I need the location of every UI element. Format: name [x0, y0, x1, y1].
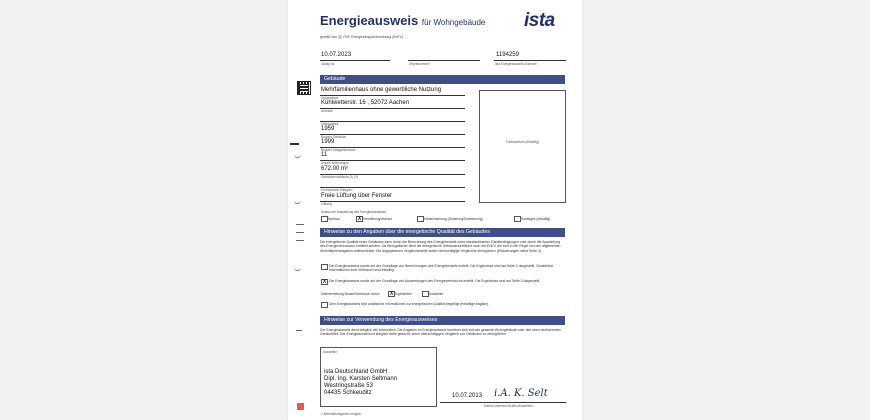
- issuer-box: [320, 347, 437, 407]
- margin-mark: [294, 152, 301, 158]
- valid-until-line: [320, 60, 390, 61]
- year-built-value: 1959: [321, 126, 335, 132]
- margin-mark: [294, 198, 301, 204]
- section-angaben-title: Hinweise zu den Angaben über die energetische Qualität des Gebäudes: [320, 228, 565, 237]
- usable-area-caption: Gebäudenutzfläche (A_N): [321, 175, 358, 179]
- section-verwendung-text: Der Energieausweis dient lediglich der Information. Die Angaben im Energieausweis beziehen sich auf das gesamte Wohngebäude oder den oben bezeichneten Gebäudeteil. Der Energieausweis ist lediglich dafür gedacht, einen überschlägigen Vergleich von Gebäuden zu ermöglichen.: [320, 328, 561, 337]
- year-built-caption: Baujahr Gebäude: [321, 135, 346, 139]
- data-checkbox-eigentuemer[interactable]: X: [389, 291, 394, 297]
- building-photo-box: [479, 90, 566, 203]
- signature-line: [440, 402, 566, 403]
- field-line: [320, 121, 465, 122]
- reason-label-neubau: Neubau: [328, 216, 340, 221]
- basis-text-verbrauch: Der Energieausweis wurde auf der Grundlage von Auswertungen des Energieverbrauchs erstellt. Die Ergebnisse sind auf Seite 3 dargestellt.: [329, 279, 541, 283]
- address-caption: Adresse: [321, 109, 333, 113]
- extra-info-checkbox[interactable]: [321, 302, 328, 308]
- year-plant-value: 1999: [321, 139, 335, 145]
- reason-label-vermietung: Vermietung/Verkauf: [363, 216, 392, 221]
- data-collection-label: Datenerhebung Bedarf/Verbrauch durch: [321, 292, 380, 296]
- section-verwendung-title: Hinweise zur Verwendung des Energieausweises: [320, 316, 565, 325]
- data-label-eigentuemer: Eigentümer: [395, 292, 412, 296]
- ventilation-value: Freie Lüftung über Fenster: [321, 193, 393, 199]
- apartments-value: 11: [321, 152, 328, 158]
- building-type-value: Mehrfamilienhaus ohne gewerbliche Nutzung: [321, 87, 442, 93]
- signature-date: 10.07.2013: [452, 393, 483, 399]
- margin-mark: [296, 330, 302, 331]
- certificate-number-line: [494, 60, 566, 61]
- basis-checkbox-bedarf[interactable]: [321, 264, 328, 270]
- reason-label: Anlass der Ausstellung des Energieausweises: [321, 210, 387, 214]
- reason-checkbox-modernisierung[interactable]: [417, 216, 424, 222]
- document-title: Energieausweis für Wohngebäude: [320, 13, 486, 28]
- object-number-caption: Objektnummer: [409, 62, 430, 66]
- building-part-caption: Gebäudeteil: [321, 122, 339, 126]
- certificate-number-value: 1194259: [496, 52, 519, 58]
- reason-checkbox-sonstiges[interactable]: [514, 216, 521, 222]
- issuer-line-1: ista Deutschland GmbH: [324, 369, 388, 375]
- section-gebaeude-title: Gebäude: [320, 75, 565, 84]
- data-label-aussteller: Aussteller: [429, 292, 444, 296]
- issuer-caption: Aussteller: [323, 350, 337, 354]
- valid-until-value: 10.07.2023: [321, 52, 352, 58]
- valid-until-caption: Gültig bis: [321, 62, 335, 66]
- footnote: ¹⁾ Mehrfachangaben möglich: [321, 412, 362, 416]
- ista-logo: ista: [524, 10, 555, 31]
- building-photo-caption: Gebäudefoto (freiwillig): [506, 140, 539, 144]
- issuer-line-4: 04435 Schkeuditz: [324, 390, 372, 396]
- handwritten-signature: i.A. K. Selt: [494, 388, 548, 399]
- certificate-number-caption: ista Energieausweis-Nummer: [495, 62, 537, 66]
- usable-area-value: 672.00 m²: [321, 166, 349, 172]
- apartments-caption: Anzahl Wohnungen: [321, 161, 349, 165]
- field-line: [320, 201, 465, 202]
- margin-mark: [294, 265, 301, 271]
- reason-label-modernisierung: Modernisierung (Änderung/Erweiterung): [424, 216, 483, 221]
- ventilation-caption: Lüftung: [321, 202, 332, 206]
- energy-certificate-page: [288, 0, 582, 420]
- extra-info-text: Dem Energieausweis sind zusätzliche Informationen zur energetischen Qualität beigefügt (freiwillige Angabe).: [329, 302, 489, 306]
- margin-mark: [296, 224, 304, 225]
- data-checkbox-aussteller[interactable]: [422, 291, 429, 297]
- field-line: [320, 95, 465, 96]
- margin-mark: [290, 143, 299, 145]
- reason-options: [321, 216, 571, 222]
- page-marker: [297, 403, 304, 410]
- year-plant-caption: Baujahr Anlagentechnik¹⁾: [321, 148, 357, 152]
- object-number-line: [408, 60, 480, 61]
- document-subtitle: gemäß den §§ 79 ff. Energieeinsparverordnung (EnEV): [320, 35, 404, 39]
- reason-label-sonstiges: Sonstiges (freiwillig): [521, 216, 551, 221]
- reason-checkbox-vermietung[interactable]: X: [357, 216, 362, 222]
- basis-checkbox-verbrauch[interactable]: X: [322, 279, 327, 285]
- renewable-caption: Erneuerbare Energien: [321, 188, 353, 192]
- issuer-line-2: Dipl. Ing. Karsten Seltmann: [324, 376, 398, 382]
- section-angaben-intro: Die energetische Qualität eines Gebäudes kann durch die Berechnung des Energiebedarfs unter standardisierten Randbedingungen oder durch die Auswertung des Energieverbrauchs ermittelt werden. Als Bezugsfläche dient die energetische Gebäudenutzfläche nach der EnEV, die sich in der Regel von den allgemeinen Wohnflächenangaben unterscheidet. Die angegebenen Vergleichswerte sollen überschlägige Vergleiche ermöglichen (Erläuterungen siehe Seite 4).: [320, 240, 561, 253]
- basis-text-bedarf: Der Energieausweis wurde auf der Grundlage von Berechnungen des Energiebedarfs erstellt. Die Ergebnisse sind auf Seite 2 dargestellt. Zusätzliche Informationen zum Verbrauch sind freiwillig.: [329, 264, 554, 273]
- field-line: [320, 108, 465, 109]
- issuer-line-3: Westringstraße 53: [324, 383, 373, 389]
- address-value: Kühlwetterstr. 16 , 52072 Aachen: [321, 100, 410, 106]
- margin-mark: [296, 240, 304, 241]
- building-type-caption: Gebäudetyp: [321, 96, 339, 100]
- margin-mark: [296, 232, 304, 233]
- reason-checkbox-neubau[interactable]: [321, 216, 328, 222]
- signature-caption: Datum Unterschrift des Ausstellers: [484, 404, 533, 408]
- qr-code: [297, 81, 311, 95]
